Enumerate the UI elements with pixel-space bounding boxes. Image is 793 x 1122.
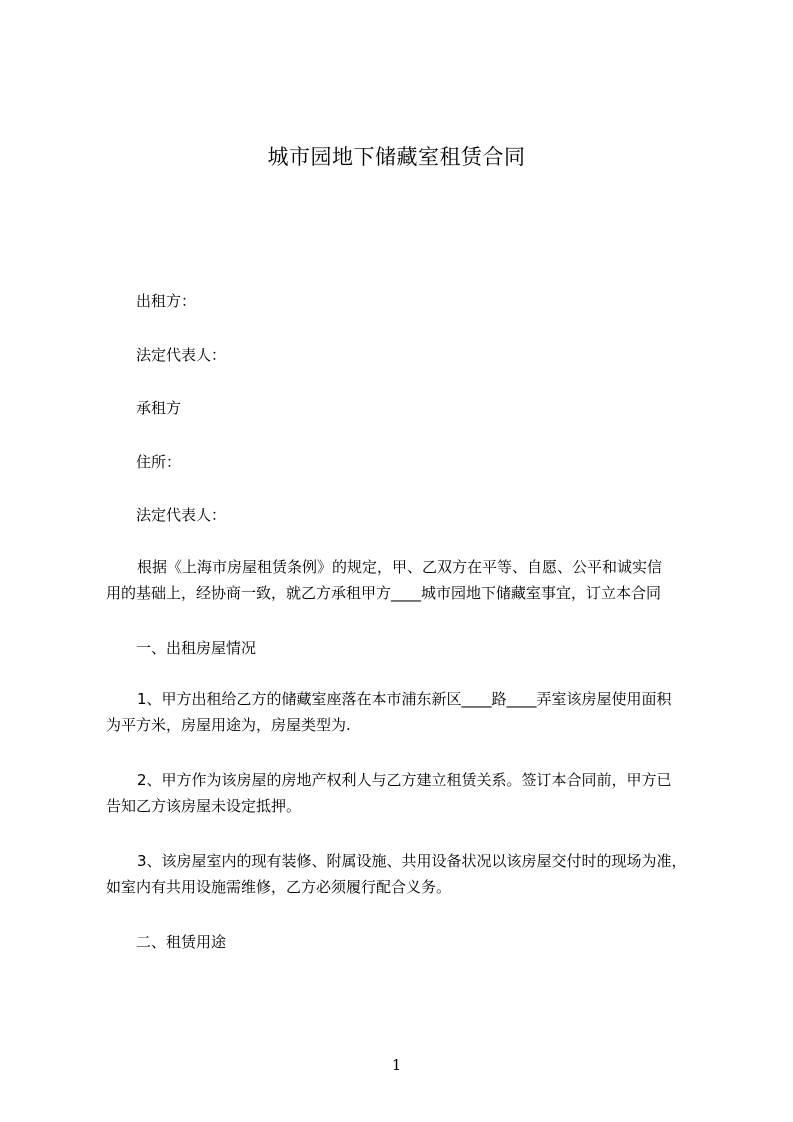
section-1-item-3-line-2: 如室内有共用设施需维修，乙方必须履行配合义务。 bbox=[106, 878, 452, 896]
preamble-paragraph bbox=[106, 554, 710, 606]
section-1-item-2-line-2: 告知乙方该房屋未设定抵押。 bbox=[106, 797, 302, 815]
preamble-line-2: 用的基础上，经协商一致，就乙方承租甲方____城市园地下储藏室事宜，订立本合同 bbox=[106, 584, 662, 602]
lessee-label: 承租方 bbox=[136, 399, 182, 417]
section-1-item-1 bbox=[106, 686, 710, 738]
section-1-item-2 bbox=[106, 767, 710, 819]
section-1-heading: 一、出租房屋情况 bbox=[136, 639, 257, 657]
document-title: 城市园地下储藏室租赁合同 bbox=[267, 145, 526, 169]
section-1-item-1-line-2: 为平方米，房屋用途为，房屋类型为. bbox=[106, 716, 351, 734]
lessor-label: 出租方： bbox=[136, 292, 197, 310]
section-1-item-3-line-1: 3、该房屋室内的现有装修、附属设施、共用设备状况以该房屋交付时的现场为准， bbox=[137, 852, 687, 870]
preamble-line-1: 根据《上海市房屋租赁条例》的规定，甲、乙双方在平等、自愿、公平和诚实信 bbox=[137, 558, 663, 576]
section-1-item-2-line-1: 2、甲方作为该房屋的房地产权利人与乙方建立租赁关系。签订本合同前，甲方已 bbox=[137, 771, 672, 789]
lessee-representative-label: 法定代表人： bbox=[136, 506, 227, 524]
lessor-representative-label: 法定代表人： bbox=[136, 346, 227, 364]
lessee-address-label: 住所： bbox=[136, 453, 182, 471]
section-1-item-3 bbox=[106, 848, 710, 900]
page-number: 1 bbox=[391, 1056, 402, 1074]
section-1-item-1-line-1: 1、甲方出租给乙方的储藏室座落在本市浦东新区____路____弄室该房屋使用面积 bbox=[137, 690, 672, 708]
section-2-heading: 二、租赁用途 bbox=[136, 933, 227, 951]
